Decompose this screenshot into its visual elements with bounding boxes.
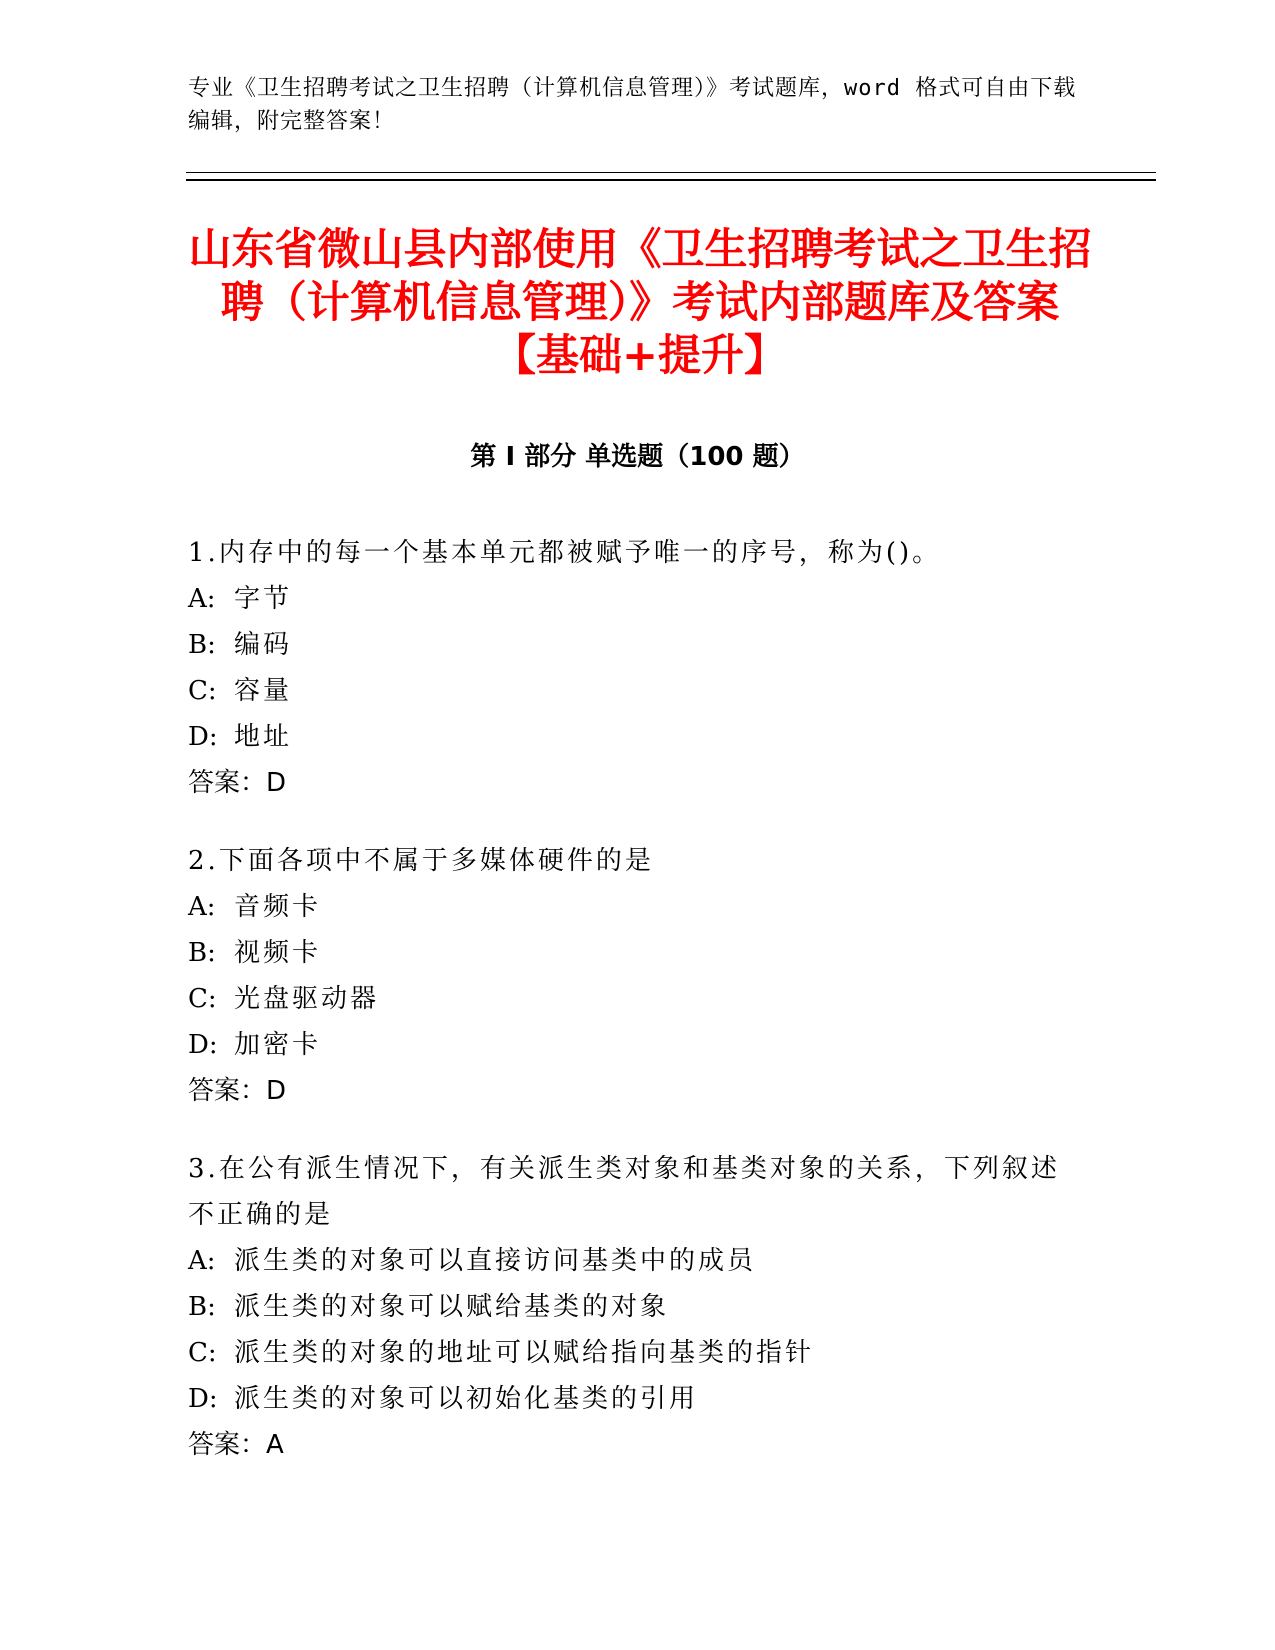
option-text: 视频卡 <box>234 938 322 968</box>
question-1 <box>188 530 1088 806</box>
option-a <box>188 884 1088 930</box>
header-divider-thin <box>186 172 1156 173</box>
option-letter: B: <box>188 938 216 968</box>
option-letter: C: <box>188 676 217 706</box>
option-b <box>188 1284 1088 1330</box>
question-list <box>188 530 1088 1500</box>
option-letter: D: <box>188 722 218 752</box>
question-stem <box>188 838 1088 884</box>
option-d <box>188 1022 1088 1068</box>
answer-line <box>188 1422 1088 1468</box>
document-title: 山东省微山县内部使用《卫生招聘考试之卫生招聘（计算机信息管理）》考试内部题库及答案【基础+提升】 <box>188 225 1092 381</box>
option-letter: B: <box>188 1292 216 1322</box>
question-3 <box>188 1146 1088 1468</box>
question-text: 下面各项中不属于多媒体硬件的是 <box>218 846 654 876</box>
option-letter: C: <box>188 1338 217 1368</box>
answer-value: D <box>266 768 287 798</box>
question-stem <box>188 1146 1088 1238</box>
option-text: 编码 <box>234 630 293 660</box>
header-note: 专业《卫生招聘考试之卫生招聘（计算机信息管理）》考试题库，word 格式可自由下载编辑，附完整答案！ <box>188 76 1077 134</box>
option-a <box>188 1238 1088 1284</box>
question-stem <box>188 530 1088 576</box>
option-letter: C: <box>188 984 217 1014</box>
option-text: 字节 <box>234 584 293 614</box>
option-text: 地址 <box>234 722 293 752</box>
question-number: 3. <box>188 1154 219 1184</box>
option-text: 加密卡 <box>234 1030 322 1060</box>
option-text: 音频卡 <box>234 892 322 922</box>
option-letter: A: <box>188 1246 216 1276</box>
answer-value: D <box>266 1076 287 1106</box>
option-d <box>188 1376 1088 1422</box>
option-b <box>188 622 1088 668</box>
header-divider-thick <box>186 179 1156 181</box>
option-letter: A: <box>188 584 216 614</box>
question-number: 2. <box>188 846 219 876</box>
question-text: 内存中的每一个基本单元都被赋予唯一的序号，称为()。 <box>218 538 942 568</box>
option-letter: D: <box>188 1384 218 1414</box>
answer-line <box>188 1068 1088 1114</box>
option-c <box>188 668 1088 714</box>
answer-line <box>188 760 1088 806</box>
option-c <box>188 976 1088 1022</box>
option-text: 派生类的对象的地址可以赋给指向基类的指针 <box>234 1338 815 1368</box>
question-2 <box>188 838 1088 1114</box>
option-d <box>188 714 1088 760</box>
option-text: 派生类的对象可以初始化基类的引用 <box>234 1384 699 1414</box>
answer-prefix: 答案： <box>188 768 267 798</box>
section-title: 第 I 部分 单选题（100 题） <box>470 442 805 472</box>
option-text: 容量 <box>234 676 293 706</box>
answer-prefix: 答案： <box>188 1076 267 1106</box>
option-letter: A: <box>188 892 216 922</box>
option-b <box>188 930 1088 976</box>
question-number: 1. <box>188 538 219 568</box>
option-text: 派生类的对象可以赋给基类的对象 <box>234 1292 670 1322</box>
option-a <box>188 576 1088 622</box>
answer-value: A <box>266 1430 284 1460</box>
option-text: 光盘驱动器 <box>234 984 380 1014</box>
option-text: 派生类的对象可以直接访问基类中的成员 <box>234 1246 757 1276</box>
option-letter: D: <box>188 1030 218 1060</box>
option-letter: B: <box>188 630 216 660</box>
option-c <box>188 1330 1088 1376</box>
answer-prefix: 答案： <box>188 1430 267 1460</box>
question-text: 在公有派生情况下，有关派生类对象和基类对象的关系，下列叙述不正确的是 <box>188 1154 1060 1230</box>
